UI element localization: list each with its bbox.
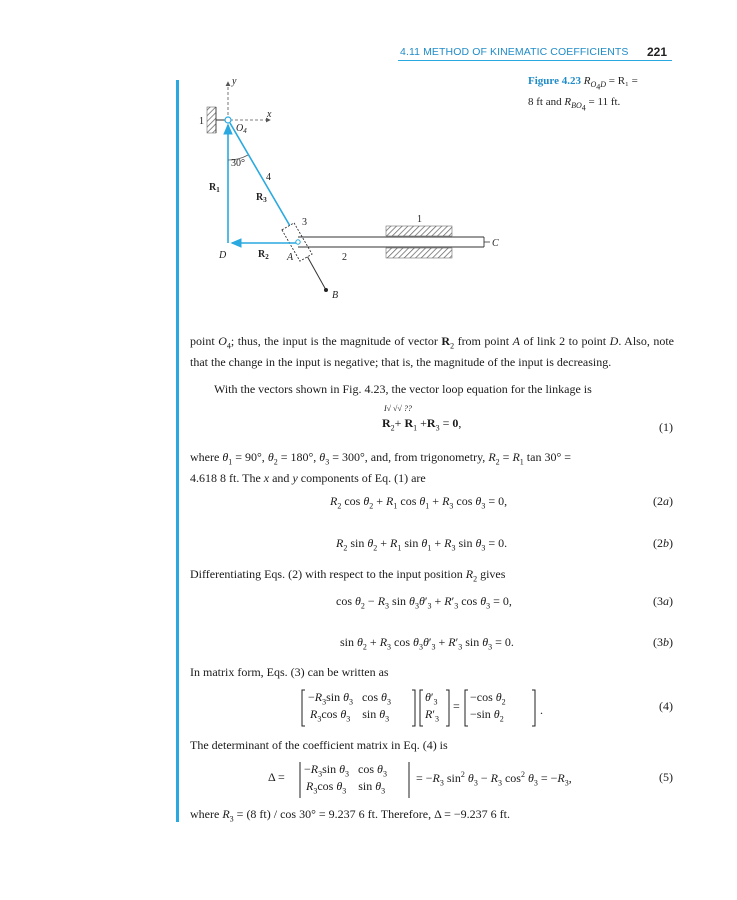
equation-2a: $R_2$ $\cos \theta_2 + R_1$ $\cos \theta_1 + R_3$ $\cos \theta_3 = 0$, <box>330 494 508 511</box>
guide-top <box>386 226 452 236</box>
d-label: D <box>219 250 227 261</box>
angle-label: 30° <box>231 158 245 169</box>
paragraph-2: With the vectors shown in Fig. 4.23, the vector loop equation for the linkage is <box>214 382 592 396</box>
eq5-number: (5) <box>659 770 673 784</box>
vector-unknown-2: $R'_3$ <box>425 707 439 724</box>
eq3a-number: (3a) <box>653 594 673 608</box>
equation-2b: $R_2$ $\sin \theta_2 + R_1$ $\sin \theta_1 + R_3$ $\sin \theta_3 = 0$. <box>336 536 508 553</box>
y-label: y <box>232 76 237 87</box>
figure-label: Figure 4.23 <box>528 75 581 87</box>
r1-label: $R_1$ <box>209 182 220 194</box>
vector-unknown-1: $\theta'_3$ <box>425 690 438 707</box>
eq1-annotation: I√ √√ ?? <box>384 404 412 413</box>
det-row-2: $R_3\cos$ $\theta_3$ $\sin \theta_3$ <box>306 779 386 796</box>
det-row-1: $-R_3\sin$ $\theta_3$ $\cos \theta_3$ <box>304 762 387 779</box>
equation-1: I√ √√ ?? $R_2+ R_1 +R_3 = 0$, <box>382 404 462 433</box>
eq2b-number: (2b) <box>653 536 673 550</box>
vector-r3 <box>230 123 297 238</box>
rhs-row-1: −cos $\theta_2$ <box>470 690 506 707</box>
link4-label: 4 <box>266 172 271 183</box>
margin-bar <box>176 80 179 822</box>
x-label: x <box>267 109 272 120</box>
paragraph-3: where $\theta_1 = 90^\circ$, $\theta_2 = 180^\circ$, $\theta_3 = 300^\circ$, and, from trigonometry, $R_2 = R_1$ tan 30° = 4.618 8 ft. The x and y components of Eq. (1) are <box>190 450 572 486</box>
equation-3a: $\cos \theta_2 - R_3$ $\sin \theta_3\theta'_3 + R'_3$ $\cos \theta_3 = 0$, <box>336 594 512 611</box>
o4-label: $O_4$ <box>236 123 247 135</box>
eq1-number: (1) <box>659 420 673 434</box>
paragraph-4: Differentiating Eqs. (2) with respect to the input position $R_2$ gives <box>190 567 506 584</box>
r3-label: $R_3$ <box>256 192 267 204</box>
paragraph-6: The determinant of the coefficient matrix in Eq. (4) is <box>190 738 448 752</box>
equation-3b: $\sin \theta_2 + R_3$ $\cos \theta_3\theta'_3 + R'_3$ $\sin \theta_3 = 0$. <box>340 635 514 652</box>
a-label: A <box>287 252 294 263</box>
ground-o4 <box>207 107 216 133</box>
link3-label: 3 <box>302 217 307 228</box>
link1-right-label: 1 <box>417 214 422 225</box>
figure-caption: Figure 4.23 $R_{O_4D} = R_1$ = 8 ft and $R_{BO_4} = 11$ ft. <box>528 75 638 113</box>
header-rule <box>398 60 672 61</box>
caption-and: and <box>545 95 562 108</box>
det-result: = $-R_3$ $\sin^2 \theta_3 - R_3$ $\cos^2 \theta_3 = -R_3$, <box>416 770 572 788</box>
rhs-row-2: −sin $\theta_2$ <box>470 707 504 724</box>
caption-11ft: = 11 ft. <box>588 95 621 108</box>
b-label: B <box>332 290 339 301</box>
delta-symbol: Δ = <box>268 770 285 784</box>
pin-a <box>296 240 300 244</box>
eq4-number: (4) <box>659 699 673 713</box>
r2-label: $R_2$ <box>258 249 269 261</box>
matrix-period: . <box>540 703 543 717</box>
pivot-o4 <box>225 117 231 123</box>
eq3b-number: (3b) <box>653 635 673 649</box>
matrix-row-1: $-R_3\sin$ $\theta_3$ $\cos \theta_3$ <box>308 690 391 707</box>
running-head: 4.11 METHOD OF KINEMATIC COEFFICIENTS <box>400 46 629 58</box>
matrix-row-2: $R_3\cos$ $\theta_3$ $\sin \theta_3$ <box>310 707 390 724</box>
matrix-equals: = <box>453 699 460 713</box>
caption-eq: = R₁ = <box>608 75 638 87</box>
paragraph-5: In matrix form, Eqs. (3) can be written as <box>190 665 389 679</box>
link2-label: 2 <box>342 252 347 263</box>
caption-8ft: 8 ft <box>528 95 543 108</box>
paragraph-7: where $R_3 = (8$ ft) / cos 30° = 9.237 6 ft. Therefore, Δ = −9.237 6 ft. <box>190 807 510 824</box>
eq2a-number: (2a) <box>653 494 673 508</box>
point-b <box>324 288 328 292</box>
page-number: 221 <box>647 45 668 59</box>
linkage-diagram <box>190 70 520 310</box>
link1-left-label: 1 <box>199 116 204 127</box>
paragraph-1: point $O_4$; thus, the input is the magnitude of vector $R_2$ from point A of link 2 to point D. Also, note that the change in the input is negative; that is, the magnitude of the input is decreasing. <box>190 334 675 370</box>
c-label: C <box>492 238 499 249</box>
guide-bottom <box>386 248 452 258</box>
